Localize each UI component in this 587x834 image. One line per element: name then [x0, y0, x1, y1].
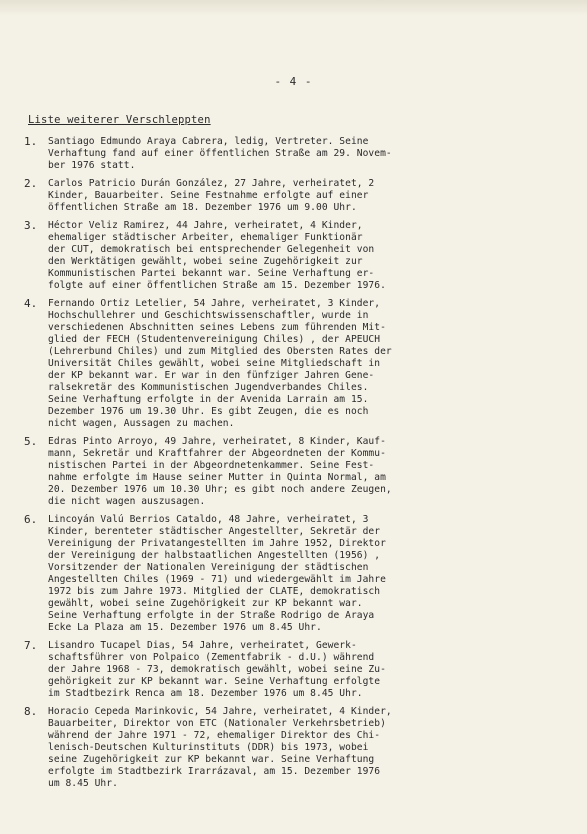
text-line: Verhaftung fand auf einer öffentlichen Straße am 29. Novem- [48, 148, 392, 159]
list-item [24, 706, 559, 790]
text-line: gehörigkeit zur KP bekannt war. Seine Verhaftung erfolgte [48, 676, 381, 687]
item-text [48, 220, 559, 292]
text-line: nahme erfolgte im Hause seiner Mutter in Quinta Normal, am [48, 472, 386, 483]
text-line: Lincoyán Valú Berrios Cataldo, 48 Jahre, verheiratet, 3 [48, 514, 369, 525]
text-line: Carlos Patricio Durán González, 27 Jahre, verheiratet, 2 [48, 178, 375, 189]
list-item [24, 514, 559, 634]
text-line: im Stadtbezirk Renca am 18. Dezember 1976 um 8.45 Uhr. [48, 688, 363, 699]
text-line: um 8.45 Uhr. [48, 778, 118, 789]
text-line: Fernando Ortiz Letelier, 54 Jahre, verheiratet, 3 Kinder, [48, 298, 381, 309]
item-text [48, 640, 559, 700]
item-number: 2. [24, 177, 38, 190]
item-text [48, 514, 559, 634]
text-line: der Jahre 1968 - 73, demokratisch gewählt, wobei seine Zu- [48, 664, 386, 675]
text-line: Seine Verhaftung erfolgte in der Straße Rodrigo de Araya [48, 610, 375, 621]
text-line: der KP bekannt war. Er war in den fünfziger Jahren Gene- [48, 370, 375, 381]
text-line: Kinder, Bauarbeiter. Seine Festnahme erfolgte auf einer [48, 190, 369, 201]
section-heading: Liste weiterer Verschleppten [28, 114, 211, 126]
list-item [24, 436, 559, 508]
item-number: 1. [24, 135, 38, 148]
text-line: den Werktätigen gewählt, wobei seine Zugehörigkeit zur [48, 256, 363, 267]
page-edge [0, 0, 587, 16]
item-number: 6. [24, 513, 38, 526]
list-item [24, 640, 559, 700]
text-line: 20. Dezember 1976 um 10.30 Uhr; es gibt noch andere Zeugen, [48, 484, 392, 495]
text-line: lenisch-Deutschen Kulturinstituts (DDR) bis 1973, wobei [48, 742, 369, 753]
text-line: folgte auf einer öffentlichen Straße am 15. Dezember 1976. [48, 280, 386, 291]
text-line: Horacio Cepeda Marinkovic, 54 Jahre, verheiratet, 4 Kinder, [48, 706, 392, 717]
text-line: erfolgte im Stadtbezirk Irarrázaval, am 15. Dezember 1976 [48, 766, 381, 777]
text-line: während der Jahre 1971 - 72, ehemaliger Direktor des Chi- [48, 730, 381, 741]
text-line: seine Zugehörigkeit zur KP bekannt war. Seine Verhaftung [48, 754, 375, 765]
person-list [24, 136, 559, 796]
list-item [24, 136, 559, 172]
text-line: 1972 bis zum Jahre 1973. Mitglied der CLATE, demokratisch [48, 586, 381, 597]
text-line: Santiago Edmundo Araya Cabrera, ledig, Vertreter. Seine [48, 136, 369, 147]
list-item [24, 178, 559, 214]
text-line: der CUT, demokratisch bei entsprechender Gelegenheit von [48, 244, 375, 255]
text-line: gewählt, wobei seine Zugehörigkeit zur KP bekannt war. [48, 598, 363, 609]
text-line: Vorsitzender der Nationalen Vereinigung der städtischen [48, 562, 369, 573]
text-line: schaftsführer von Polpaico (Zementfabrik - d.U.) während [48, 652, 375, 663]
text-line: Lisandro Tucapel Dias, 54 Jahre, verheiratet, Gewerk- [48, 640, 357, 651]
item-number: 5. [24, 435, 38, 448]
text-line: die nicht wagen auszusagen. [48, 496, 206, 507]
text-line: ber 1976 statt. [48, 160, 136, 171]
text-line: Seine Verhaftung erfolgte in der Avenida Larrain am 15. [48, 394, 369, 405]
text-line: verschiedenen Abschnitten seines Lebens zum führenden Mit- [48, 322, 386, 333]
text-line: nistischen Partei in der Abgeordnetenkammer. Seine Fest- [48, 460, 375, 471]
text-line: Bauarbeiter, Direktor von ETC (Nationaler Verkehrsbetrieb) [48, 718, 386, 729]
text-line: Héctor Veliz Ramirez, 44 Jahre, verheiratet, 4 Kinder, [48, 220, 363, 231]
page-number: - 4 - [274, 75, 313, 88]
text-line: der Vereinigung der halbstaatlichen Angestellten (1956) , [48, 550, 381, 561]
item-text [48, 706, 559, 790]
list-item [24, 298, 559, 430]
item-number: 4. [24, 297, 38, 310]
text-line: nicht wagen, Aussagen zu machen. [48, 418, 235, 429]
text-line: Angestellten Chiles (1969 - 71) und wiedergewählt im Jahre [48, 574, 386, 585]
item-text [48, 298, 559, 430]
list-item [24, 220, 559, 292]
text-line: ralsekretär des Kommunistischen Jugendverbandes Chiles. [48, 382, 369, 393]
item-number: 7. [24, 639, 38, 652]
text-line: Vereinigung der Privatangestellten im Jahre 1952, Direktor [48, 538, 386, 549]
text-line: Hochschullehrer und Geschichtswissenschaftler, wurde in [48, 310, 369, 321]
text-line: Ecke La Plaza am 15. Dezember 1976 um 8.45 Uhr. [48, 622, 322, 633]
item-number: 8. [24, 705, 38, 718]
text-line: (Lehrerbund Chiles) und zum Mitglied des Obersten Rates der [48, 346, 392, 357]
text-line: Kommunistischen Partei bekannt war. Seine Verhaftung er- [48, 268, 375, 279]
text-line: Dezember 1976 um 19.30 Uhr. Es gibt Zeugen, die es noch [48, 406, 369, 417]
text-line: Edras Pinto Arroyo, 49 Jahre, verheiratet, 8 Kinder, Kauf- [48, 436, 386, 447]
text-line: Kinder, berenteter städtischer Angestellter, Sekretär der [48, 526, 381, 537]
text-line: mann, Sekretär und Kraftfahrer der Abgeordneten der Kommu- [48, 448, 386, 459]
text-line: Universität Chiles gewählt, wobei seine Mitgliedschaft in [48, 358, 381, 369]
text-line: ehemaliger städtischer Arbeiter, ehemaliger Funktionär [48, 232, 363, 243]
item-text [48, 136, 559, 172]
item-text [48, 178, 559, 214]
item-text [48, 436, 559, 508]
text-line: glied der FECH (Studentenvereinigung Chiles) , der APEUCH [48, 334, 381, 345]
text-line: öffentlichen Straße am 18. Dezember 1976 um 9.00 Uhr. [48, 202, 357, 213]
item-number: 3. [24, 219, 38, 232]
